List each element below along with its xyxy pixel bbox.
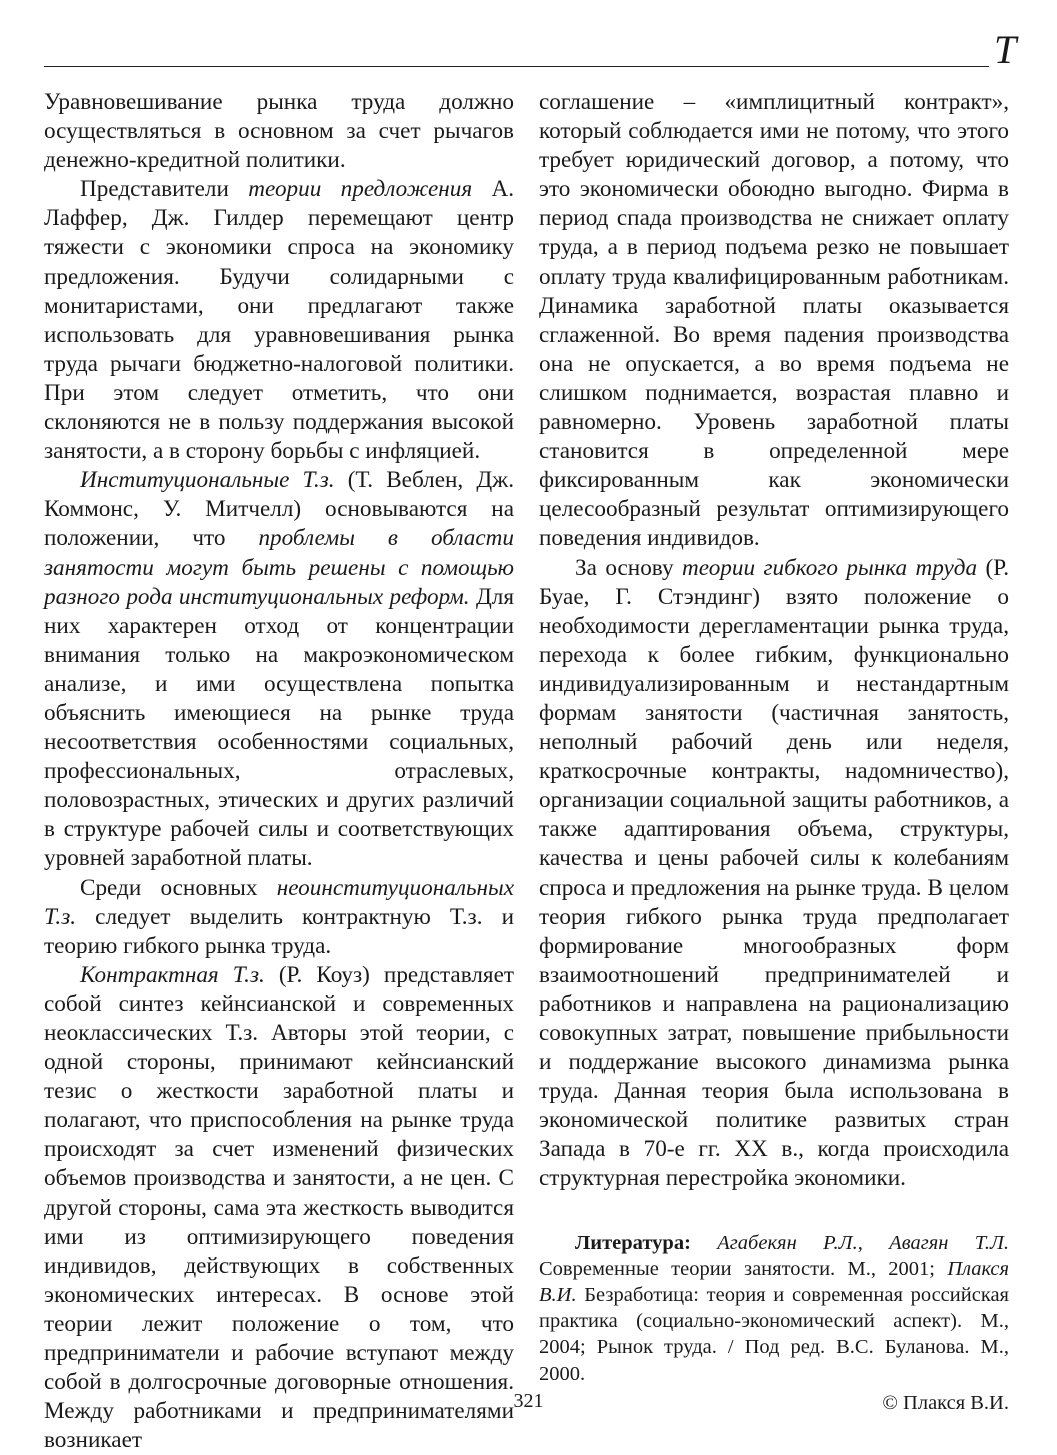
paragraph: Уравновешивание рынка труда должно осуществляться в основном за счет рычагов денежно-кредитной политики.	[44, 89, 514, 174]
author: Агабекян Р.Л., Авагян Т.Л.	[717, 1231, 1009, 1254]
emphasis: теории предложения	[248, 176, 473, 203]
paragraph: Институциональные Т.з. (Т. Веблен, Дж. Коммонс, У. Митчелл) основываются на положении, что проблемы в области занятости могут быть решены с помощью разного рода институциональных реформ. Для них характерен отход от концентрации внимания только на макроэкономическом анализе, и ими осуществлена попытка объяснить имеющиеся на рынке труда несоответствия особенностями социальных, профессиональных, отраслевых, половозрастных, этических и других различий в структуре рабочей силы и соответствующих уровней заработной платы.	[44, 467, 514, 872]
paragraph: Контрактная Т.з. (Р. Коуз) представляет собой синтез кейнсианской и современных неоклассических Т.з. Авторы этой теории, с одной стороны, принимают кейнсианский тезис о жесткости заработной платы и полагают, что приспособления на рынке труда происходят за счет изменений физических объемов производства и занятости, а не цен. С другой стороны, сама эта жесткость выводится ими из оптимизирующего поведения индивидов, действующих в собственных экономических интересах. В основе этой теории лежит положение о том, что предприниматели и рабочие вступают между собой в долгосрочные договорные отношения. Между работниками и предпринимателями возникает	[44, 961, 514, 1454]
right-column	[539, 88, 1009, 1416]
header-rule	[44, 66, 989, 67]
literature: Литература: Агабекян Р.Л., Авагян Т.Л. Современные теории занятости. М., 2001; Плакся В.И. Безработица: теория и современная российская практика (социально-экономический аспект). М., 2004; Рынок труда. / Под ред. В.С. Буланова. М., 2000.	[539, 1231, 1009, 1385]
paragraph: соглашение – «имплицитный контракт», который соблюдается ими не потому, что этого требует юридический договор, а потому, что это экономически обоюдно выгодно. Фирма в период спада производства не снижает оплату труда, а в период подъема резко не повышает оплату труда квалифицированным работникам. Динамика заработной платы оказывается сглаженной. Во время падения производства она не опускается, а во время подъема не слишком поднимается, возрастая плавно и равномерно. Уровень заработной платы становится в определенной мере фиксированным как экономически целесообразный результат оптимизирующего поведения индивидов.	[539, 89, 1009, 552]
page-number: 321	[513, 1390, 544, 1412]
paragraph: За основу теории гибкого рынка труда (Р. Буае, Г. Стэндинг) взято положение о необходимости дерегламентации рынка труда, перехода к более гибким, функционально индивидуализированным и нестандартным формам занятости (частичная занятость, неполный рабочий день или неделя, краткосрочные контракты, надомничество), организации социальной защиты работников, а также адаптирования объема, структуры, качества и цены рабочей силы к колебаниям спроса и предложения на рынке труда. В целом теория гибкого рынка труда предполагает формирование многообразных форм взаимоотношений предпринимателей и работников и направлена на рационализацию совокупных затрат, повышение прибыльности и поддержание высокого динамизма рынка труда. Данная теория была использована в экономической политике развитых стран Запада в 70-е гг. XX в., когда происходила структурная перестройка экономики.	[539, 554, 1010, 1192]
literature-title: Литература:	[575, 1231, 691, 1254]
copyright: © Плакся В.И.	[882, 1391, 1009, 1414]
emphasis: проблемы в области занятости могут быть решены с помощью разного рода институциональных реформ.	[44, 525, 514, 610]
paragraph: Среди основных неоинституциональных Т.з. следует выделить контрактную Т.з. и теорию гибкого рынка труда.	[44, 874, 514, 959]
emphasis: Контрактная Т.з.	[80, 961, 265, 988]
emphasis: теории гибкого рынка труда	[681, 554, 978, 581]
author: Плакся В.И.	[539, 1257, 1009, 1306]
left-column	[44, 88, 514, 1455]
emphasis: неоинституциональных Т.з.	[44, 874, 514, 930]
emphasis: Институциональные Т.з.	[80, 467, 335, 494]
section-letter: Т	[994, 27, 1017, 72]
paragraph: Представители теории предложения А. Лаффер, Дж. Гилдер перемещают центр тяжести с экономики спроса на экономику предложения. Будучи солидарными с монитаристами, они предлагают также использовать для уравновешивания рынка труда рычаги бюджетно-налоговой политики. При этом следует отметить, что они склоняются не в пользу поддержания высокой занятости, а в сторону борьбы с инфляцией.	[44, 176, 514, 465]
